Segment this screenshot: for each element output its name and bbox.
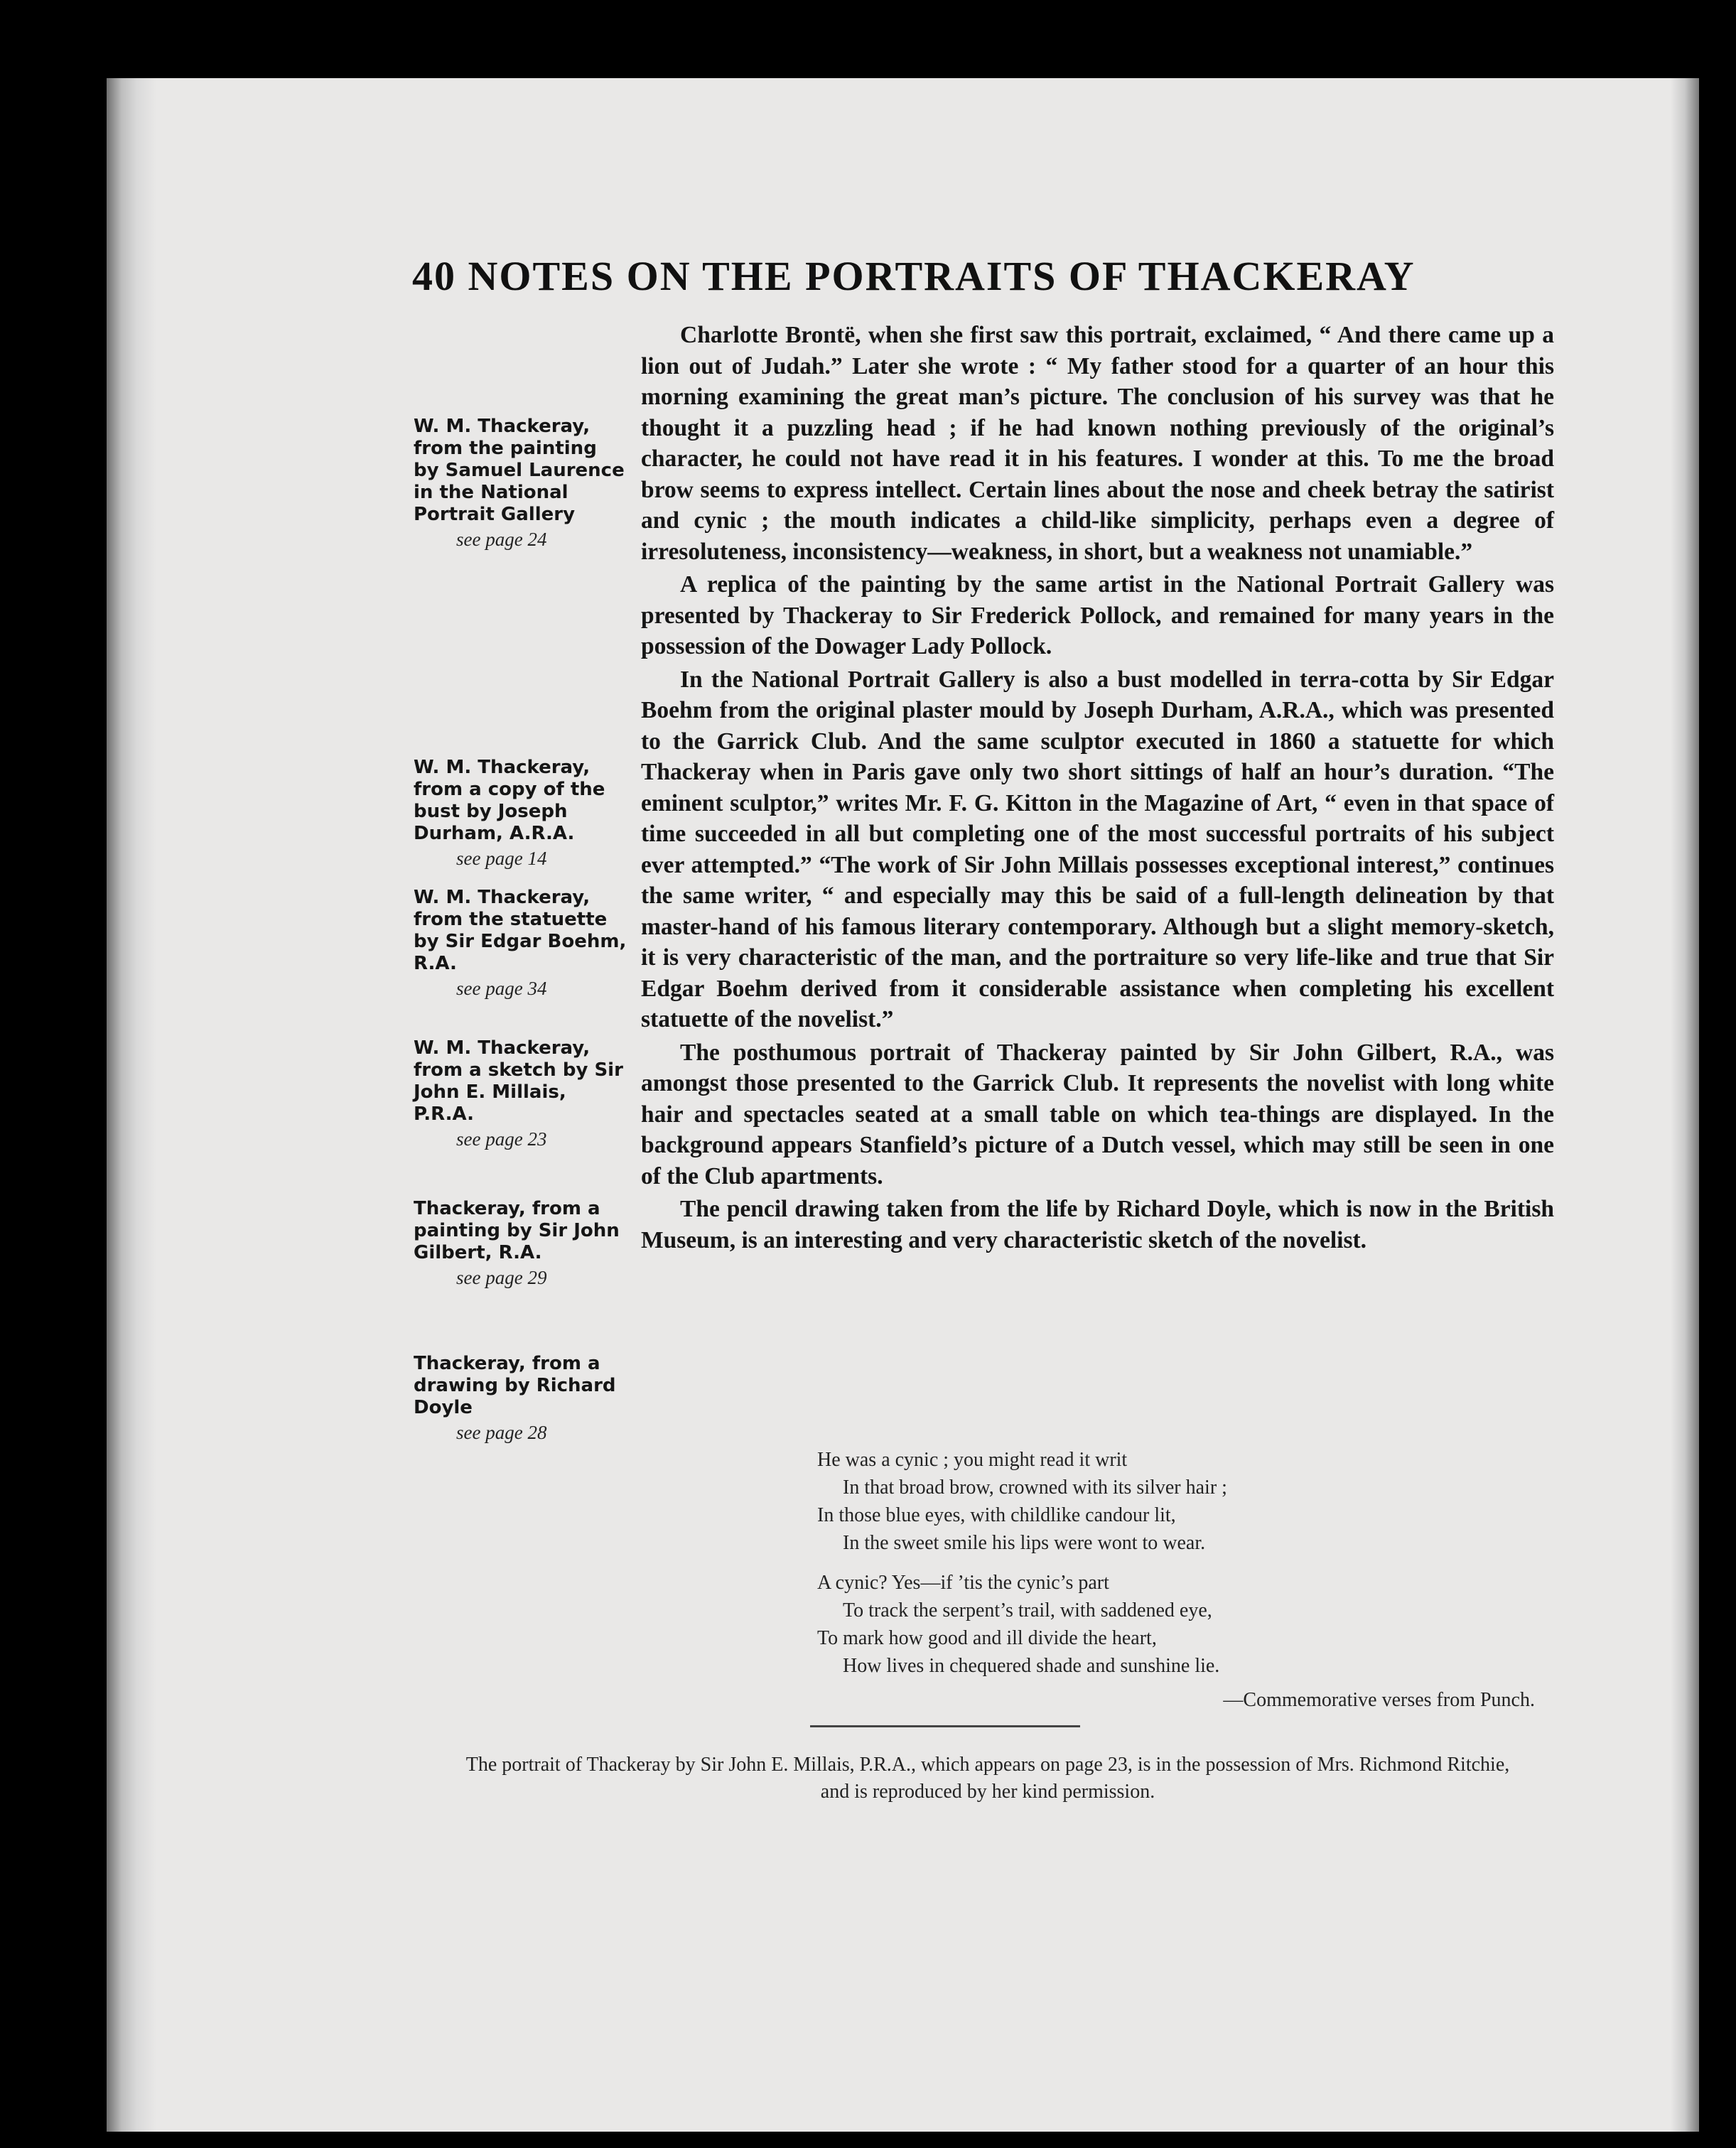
poem-line: To mark how good and ill divide the heart, — [817, 1627, 1157, 1649]
divider-rule — [810, 1725, 1080, 1727]
poem-line: In the sweet smile his lips were wont to wear. — [843, 1532, 1206, 1554]
poem-stanza-1 — [817, 1446, 1528, 1557]
caption-text: Thackeray, from a drawing by Richard Doyle — [414, 1353, 616, 1418]
caption-text: W. M. Thackeray, from a copy of the bust by Joseph Durham, A.R.A. — [414, 757, 605, 844]
paragraph: A replica of the painting by the same artist in the National Portrait Gallery was presented by Thackeray to Sir Frederick Pollock, and remained for many years in the possession of the Dowager Lady Pollock. — [641, 571, 1554, 659]
see-page-reference: see page 34 — [456, 978, 547, 999]
sidebar-caption-6 — [414, 1353, 627, 1444]
sidebar-caption-3 — [414, 887, 627, 1000]
caption-text: W. M. Thackeray, from the painting by Samuel Laurence in the National Portrait Gallery — [414, 416, 625, 525]
paragraph: The posthumous portrait of Thackeray painted by Sir John Gilbert, R.A., was amongst those presented to the Garrick Club. It represents the novelist with long white hair and spectacles seated at a small table on which tea-things are displayed. In the background appears Stanfield’s picture of a Dutch vessel, which may still be seen in one of the Club apartments. — [641, 1039, 1554, 1189]
see-page-reference: see page 14 — [456, 848, 547, 869]
poem-line: To track the serpent’s trail, with saddened eye, — [843, 1599, 1212, 1621]
paragraph: Charlotte Brontë, when she first saw this portrait, exclaimed, “ And there came up a lion out of Judah.” Later she wrote : “ My father stood for a quarter of an hour this morning examining the great man’s picture. The conclusion of his survey was that he thought it a puzzling head ; if he had known nothing previously of the original’s character, he could not have read it in his features. I wonder at this. To me the broad brow seems to express intellect. Certain lines about the nose and cheek betray the satirist and cynic ; the mouth indicates a child-like simplicity, perhaps even a degree of irresoluteness, inconsistency—weakness, in short, but a weakness not unamiable.” — [641, 322, 1554, 565]
sidebar-caption-1 — [414, 416, 627, 551]
body-text — [641, 320, 1554, 1258]
page-binding-edge-left — [107, 78, 156, 2132]
paragraph: The pencil drawing taken from the life by Richard Doyle, which is now in the British Museum, is an interesting and very characteristic sketch of the novelist. — [641, 1196, 1554, 1253]
see-page-reference: see page 24 — [456, 529, 547, 550]
sidebar-caption-5 — [414, 1198, 627, 1289]
footnote: The portrait of Thackeray by Sir John E. Millais, P.R.A., which appears on page 23, is in the possession of Mrs. Richmond Ritchie, and is reproduced by her kind permission. — [465, 1754, 1510, 1803]
poem-stanza-2 — [817, 1569, 1528, 1680]
sidebar-caption-4 — [414, 1037, 627, 1150]
caption-text: Thackeray, from a painting by Sir John Gilbert, R.A. — [414, 1198, 620, 1263]
poem-line: How lives in chequered shade and sunshine lie. — [843, 1655, 1220, 1677]
sidebar-caption-2 — [414, 757, 627, 870]
see-page-reference: see page 29 — [456, 1267, 547, 1288]
poem-line: A cynic? Yes—if ’tis the cynic’s part — [817, 1572, 1109, 1594]
caption-text: W. M. Thackeray, from the statuette by Sir Edgar Boehm, R.A. — [414, 887, 627, 974]
caption-text: W. M. Thackeray, from a sketch by Sir John E. Millais, P.R.A. — [414, 1037, 623, 1125]
poem-line: In that broad brow, crowned with its silver hair ; — [843, 1477, 1227, 1499]
page-edge-right — [1671, 78, 1699, 2132]
poem-line: He was a cynic ; you might read it writ — [817, 1449, 1128, 1471]
poem — [817, 1446, 1535, 1714]
poem-line: In those blue eyes, with childlike candour lit, — [817, 1504, 1176, 1526]
paragraph: In the National Portrait Gallery is also a bust modelled in terra-cotta by Sir Edgar Boehm from the original plaster mould by Joseph Durham, A.R.A., which was presented to the Garrick Club. And the same sculptor executed in 1860 a statuette for which Thackeray when in Paris gave only two short sittings of half an hour’s duration. “The eminent sculptor,” writes Mr. F. G. Kitton in the Magazine of Art, “ even in that space of time succeeded in all but completing one of the most successful portraits of his subject ever attempted.” “The work of Sir John Millais possesses exceptional interest,” continues the same writer, “ and especially may this be said of a full-length delineation by that master-hand of his famous literary contemporary. Although but a slight memory-sketch, it is very characteristic of the man, and the portraiture so very life-like and true that Sir Edgar Boehm derived from it considerable assistance when completing his excellent statuette of the novelist.” — [641, 666, 1554, 1032]
see-page-reference: see page 28 — [456, 1422, 547, 1443]
page-title: 40 NOTES ON THE PORTRAITS OF THACKERAY — [412, 253, 1416, 299]
poem-attribution: —Commemorative verses from Punch. — [1223, 1689, 1535, 1711]
see-page-reference: see page 23 — [456, 1128, 547, 1150]
